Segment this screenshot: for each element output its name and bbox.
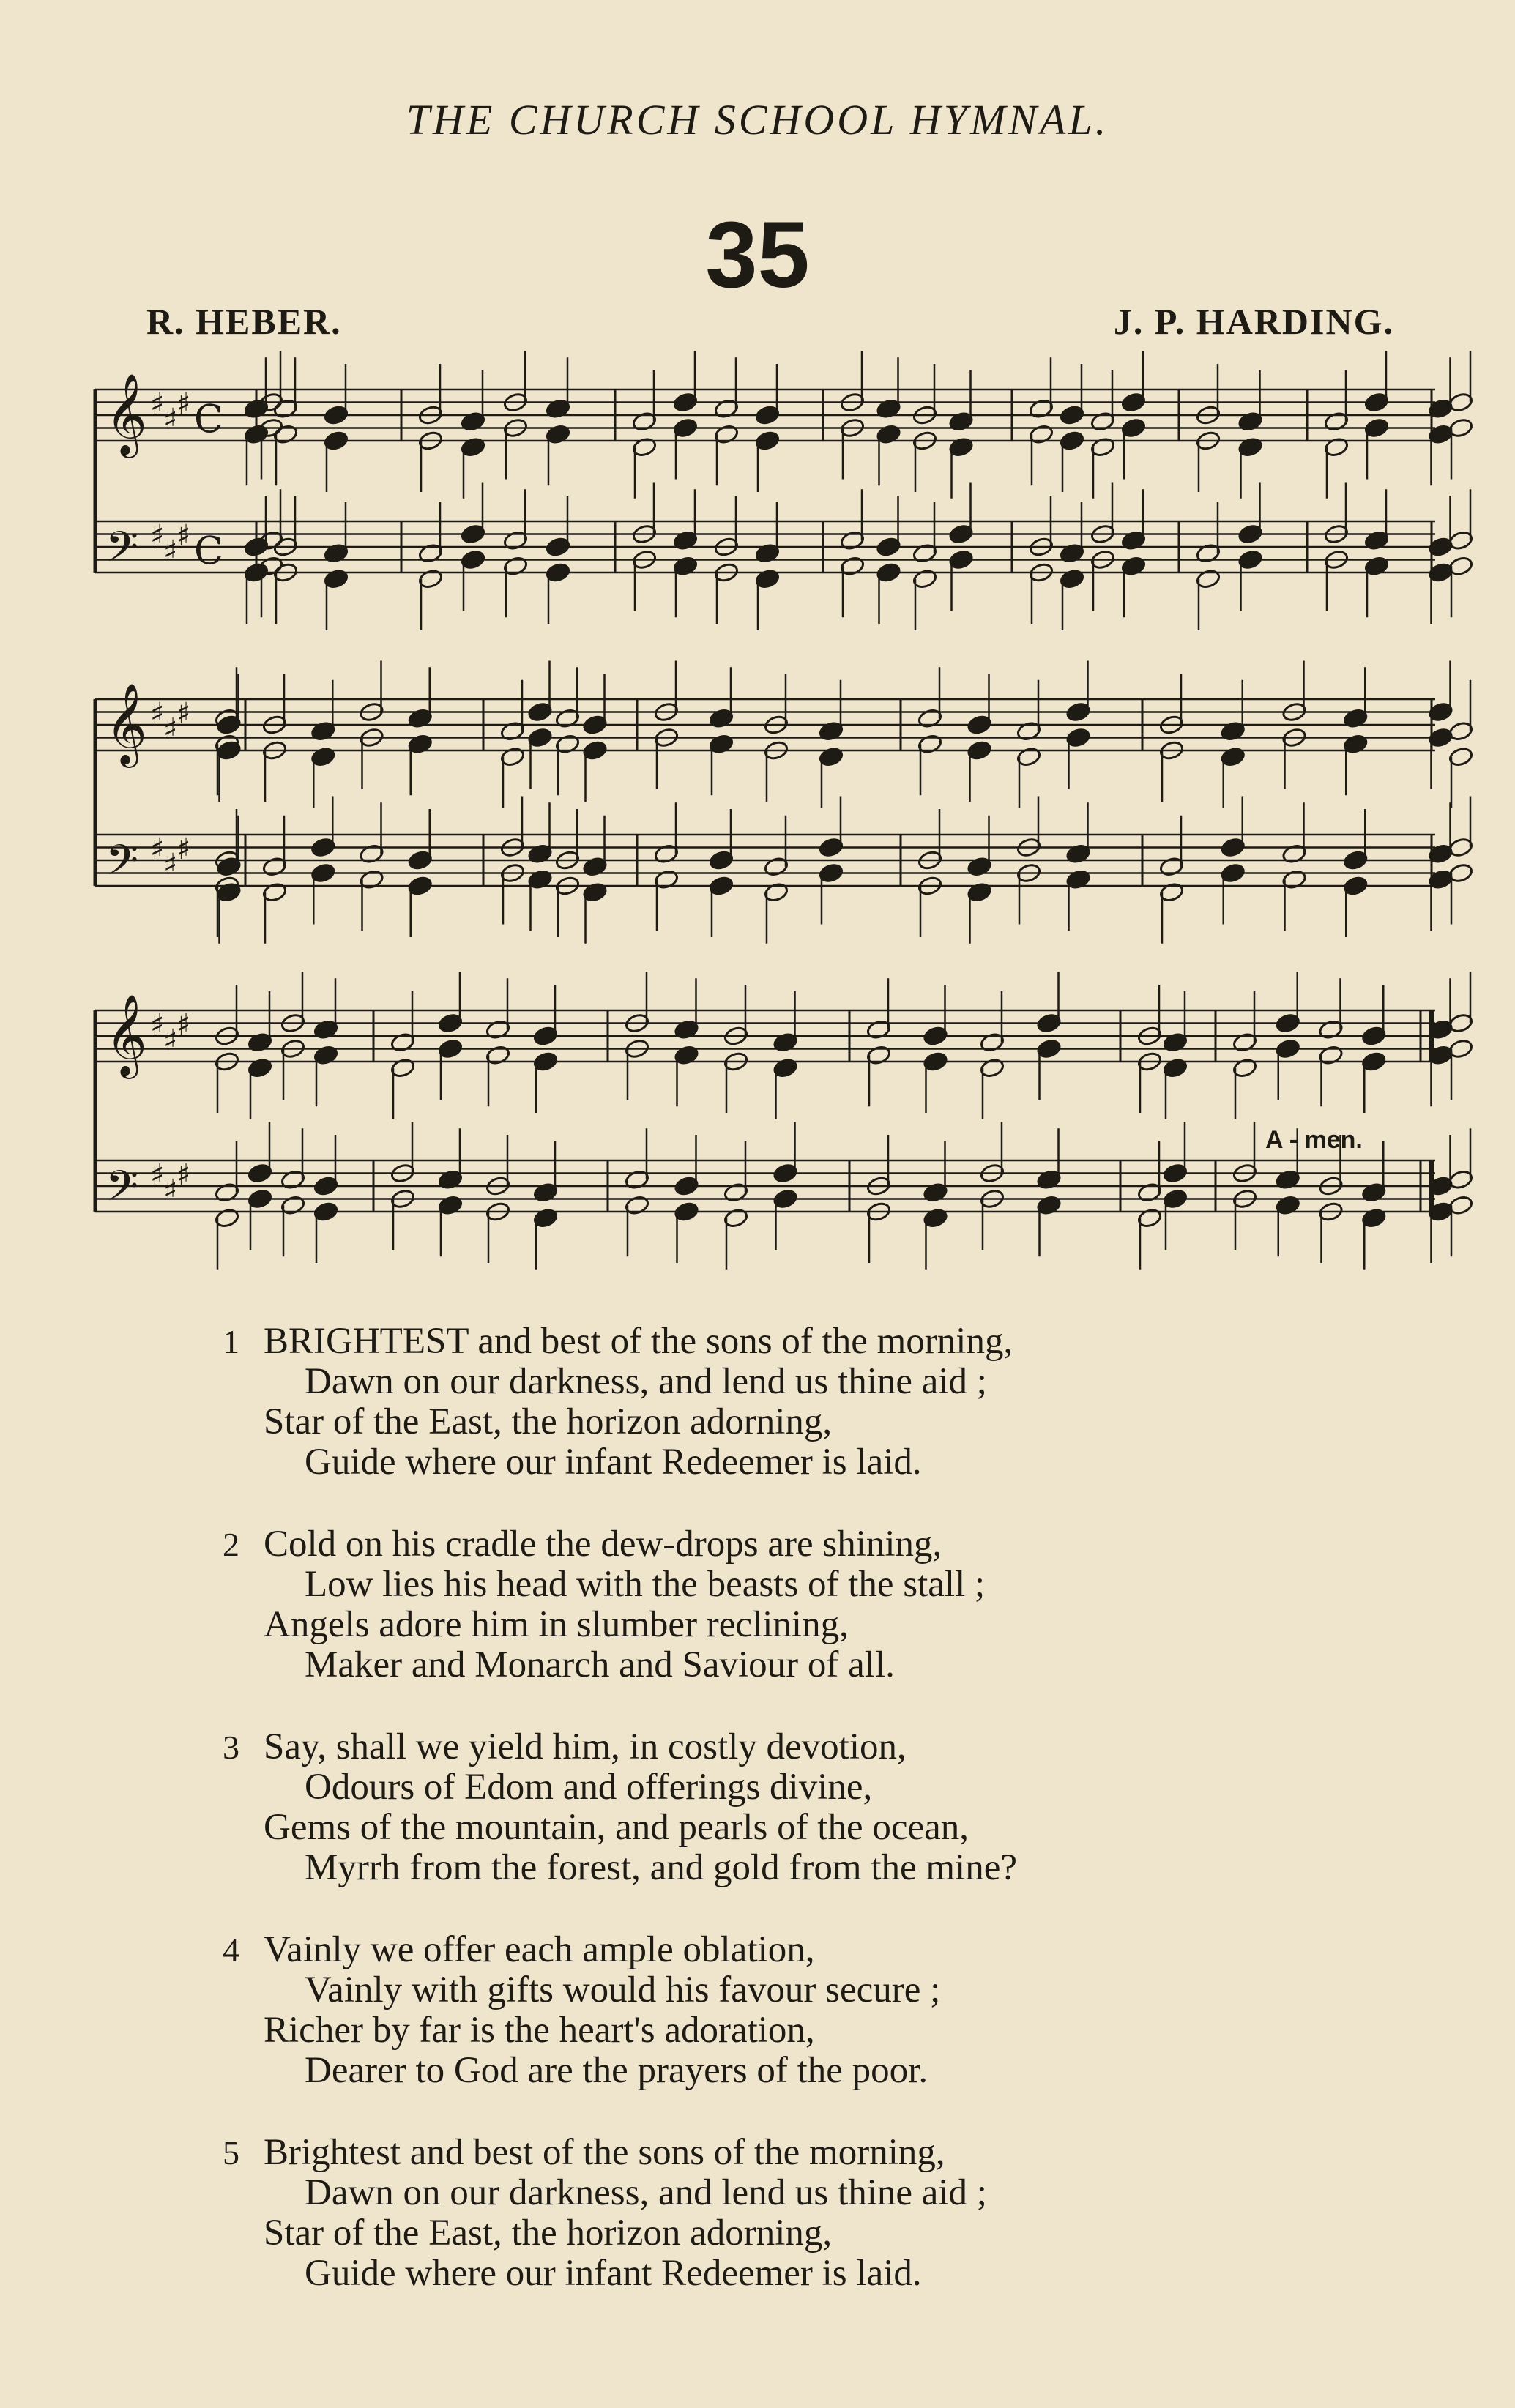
sharp-sign: ♯ (163, 1023, 178, 1057)
sharp-sign: ♯ (176, 518, 191, 553)
bass-clef: 𝄢 (105, 835, 139, 895)
verse-line: Odours of Edom and offerings divine, (305, 1767, 873, 1808)
time-signature: C (194, 529, 223, 574)
verse-line: Say, shall we yield him, in costly devotion, (264, 1726, 907, 1767)
sharp-sign: ♯ (176, 1158, 191, 1192)
sharp-sign: ♯ (150, 518, 165, 553)
sharp-sign: ♯ (163, 847, 178, 881)
verse-line: BRIGHTEST and best of the sons of the morning, (264, 1321, 1013, 1362)
verse-line: Star of the East, the horizon adorning, (264, 2213, 833, 2254)
verse-4 (223, 1929, 1017, 2091)
verse-line: Dearer to God are the prayers of the poor. (305, 2050, 928, 2091)
verse-5 (223, 2132, 1017, 2294)
hymn-number: 35 (705, 203, 810, 307)
verse-line: Vainly we offer each ample oblation, (264, 1929, 815, 1970)
verse-line: Dawn on our darkness, and lend us thine aid ; (305, 2172, 987, 2213)
verse-number: 3 (223, 1729, 239, 1766)
sharp-sign: ♯ (150, 1158, 165, 1192)
treble-clef: 𝄞 (105, 373, 147, 455)
verse-line: Maker and Monarch and Saviour of all. (305, 1644, 895, 1685)
sharp-sign: ♯ (163, 1173, 178, 1207)
sharp-sign: ♯ (163, 712, 178, 746)
sharp-sign: ♯ (163, 402, 178, 436)
verse-line: Brightest and best of the sons of the morning, (264, 2132, 945, 2173)
sharp-sign: ♯ (176, 696, 191, 731)
time-signature: C (194, 398, 223, 442)
lyricist-credit: R. HEBER. (146, 301, 342, 342)
verse-number: 4 (223, 1931, 239, 1969)
treble-clef: 𝄞 (105, 994, 147, 1076)
verse-line: Low lies his head with the beasts of the stall ; (305, 1564, 986, 1605)
verse-line: Cold on his cradle the dew-drops are shining, (264, 1524, 942, 1565)
sharp-sign: ♯ (150, 696, 165, 731)
verse-number: 5 (223, 2134, 239, 2172)
sharp-sign: ♯ (150, 832, 165, 866)
verse-line: Dawn on our darkness, and lend us thine aid ; (305, 1361, 987, 1402)
verse-line: Richer by far is the heart's adoration, (264, 2010, 815, 2051)
sharp-sign: ♯ (150, 1007, 165, 1042)
sharp-sign: ♯ (176, 387, 191, 421)
verse-number: 1 (223, 1323, 239, 1360)
verse-number: 2 (223, 1526, 239, 1563)
composer-credit: J. P. HARDING. (1113, 301, 1394, 342)
verse-1 (223, 1321, 1017, 1483)
verse-line: Guide where our infant Redeemer is laid. (305, 1442, 922, 1483)
verse-line: Myrrh from the forest, and gold from the mine? (305, 1847, 1017, 1888)
sharp-sign: ♯ (163, 534, 178, 568)
bass-clef: 𝄢 (105, 522, 139, 582)
verse-line: Guide where our infant Redeemer is laid. (305, 2253, 922, 2294)
verse-line: Angels adore him in slumber reclining, (264, 1604, 849, 1645)
amen-lyric: A - men. (1265, 1126, 1363, 1154)
hymn-verses (223, 1321, 1017, 2336)
verse-3 (223, 1726, 1017, 1888)
verse-2 (223, 1524, 1017, 1685)
treble-clef: 𝄞 (105, 682, 147, 764)
sharp-sign: ♯ (150, 387, 165, 421)
running-title: THE CHURCH SCHOOL HYMNAL. (406, 96, 1109, 143)
bass-clef: 𝄢 (105, 1161, 139, 1221)
sharp-sign: ♯ (176, 1007, 191, 1042)
verse-line: Star of the East, the horizon adorning, (264, 1401, 833, 1442)
verse-line: Vainly with gifts would his favour secure ; (305, 1969, 941, 2010)
verse-line: Gems of the mountain, and pearls of the ocean, (264, 1807, 969, 1848)
sharp-sign: ♯ (176, 832, 191, 866)
